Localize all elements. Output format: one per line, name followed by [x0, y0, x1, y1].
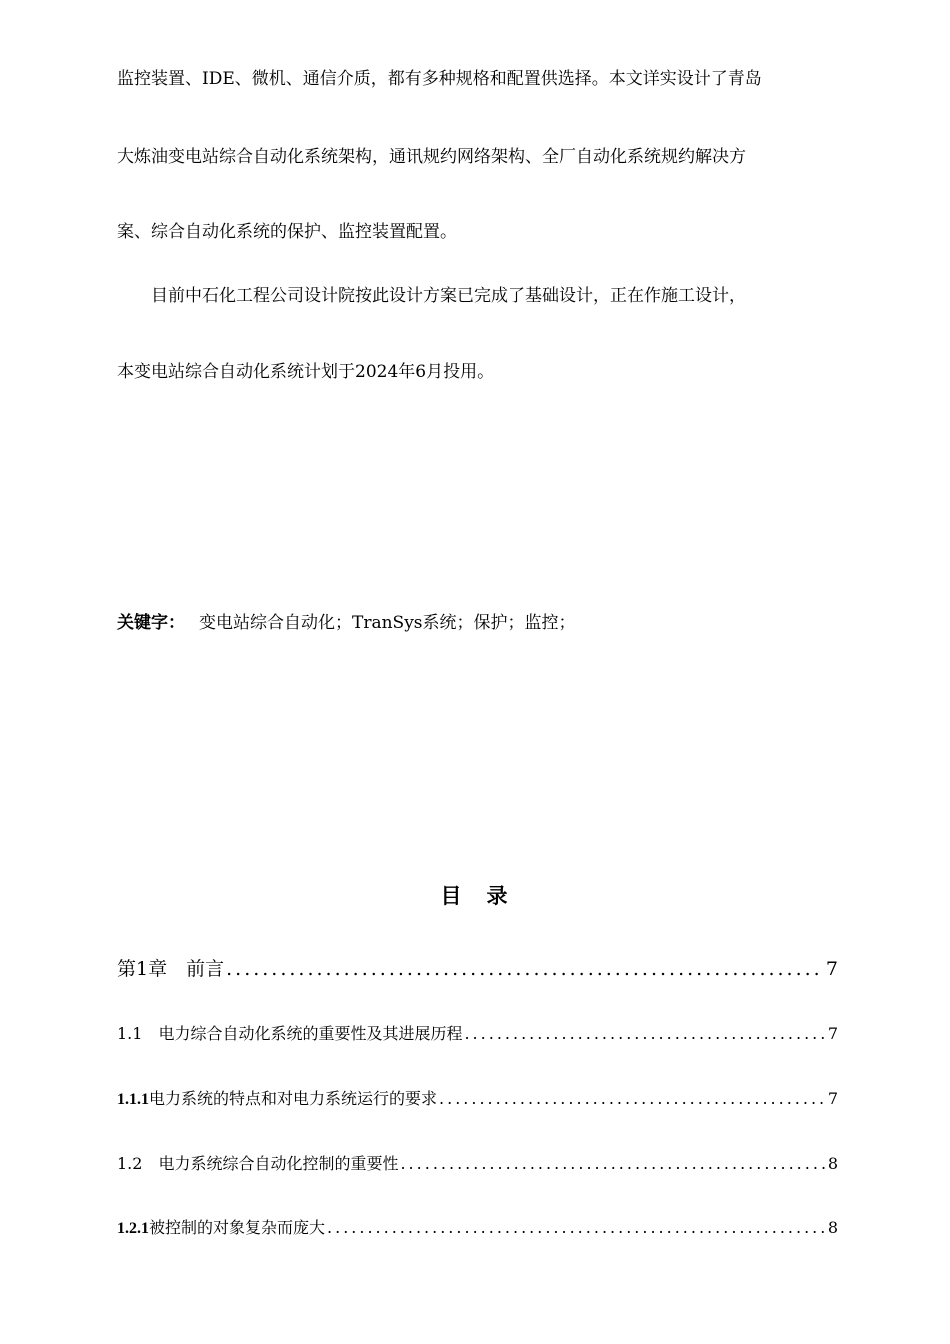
toc-entry-number: 1.2.1: [117, 1220, 149, 1237]
keywords-value: 变电站综合自动化；TranSys系统；保护；监控；: [199, 613, 576, 633]
keywords-label: 关键字：: [117, 613, 185, 633]
body-line-2: 大炼油变电站综合自动化系统架构，通讯规约网络架构、全厂自动化系统规约解决方: [117, 147, 746, 167]
keywords: [117, 611, 576, 635]
toc-entry-number: 1.1: [117, 1024, 159, 1043]
toc-leader-dots: [400, 1154, 825, 1173]
toc-entry-page: 8: [827, 1218, 838, 1237]
toc-entry-title: 电力综合自动化系统的重要性及其进展历程: [158, 1024, 463, 1043]
toc-leader-dots: [464, 1024, 825, 1043]
toc-leader-dots: [439, 1089, 826, 1108]
body-line-5: 本变电站综合自动化系统计划于2024年6月投用。: [117, 362, 495, 382]
toc-entry[interactable]: [117, 1086, 838, 1109]
toc-entry-title: 被控制的对象复杂而庞大: [149, 1218, 326, 1237]
toc-leader-dots: [226, 958, 824, 980]
toc-entry[interactable]: [117, 1151, 838, 1174]
toc-entry-page: 7: [827, 1024, 838, 1043]
toc-entry-number: 第1章: [117, 958, 187, 980]
toc-entry-title: 前言: [186, 958, 225, 980]
toc-entry-number: 1.1.1: [117, 1091, 149, 1108]
toc-entry-title: 电力系统综合自动化控制的重要性: [158, 1154, 399, 1173]
toc-entry-page: 7: [827, 1089, 838, 1108]
toc-leader-dots: [327, 1218, 826, 1237]
body-line-1: 监控装置、IDE、微机、通信介质，都有多种规格和配置供选择。本文详实设计了青岛: [117, 69, 762, 89]
body-line-3: 案、综合自动化系统的保护、监控装置配置。: [117, 222, 457, 242]
body-line-4: 目前中石化工程公司设计院按此设计方案已完成了基础设计，正在作施工设计，: [117, 286, 746, 306]
toc-title: 目 录: [440, 884, 510, 908]
toc-entry-title: 电力系统的特点和对电力系统运行的要求: [149, 1089, 438, 1108]
toc-entry[interactable]: [117, 1021, 838, 1044]
toc-entry[interactable]: [117, 954, 838, 981]
toc-entry[interactable]: [117, 1215, 838, 1238]
toc-entry-page: 8: [827, 1154, 838, 1173]
toc-entry-page: 7: [825, 958, 838, 980]
toc-entry-number: 1.2: [117, 1154, 159, 1173]
